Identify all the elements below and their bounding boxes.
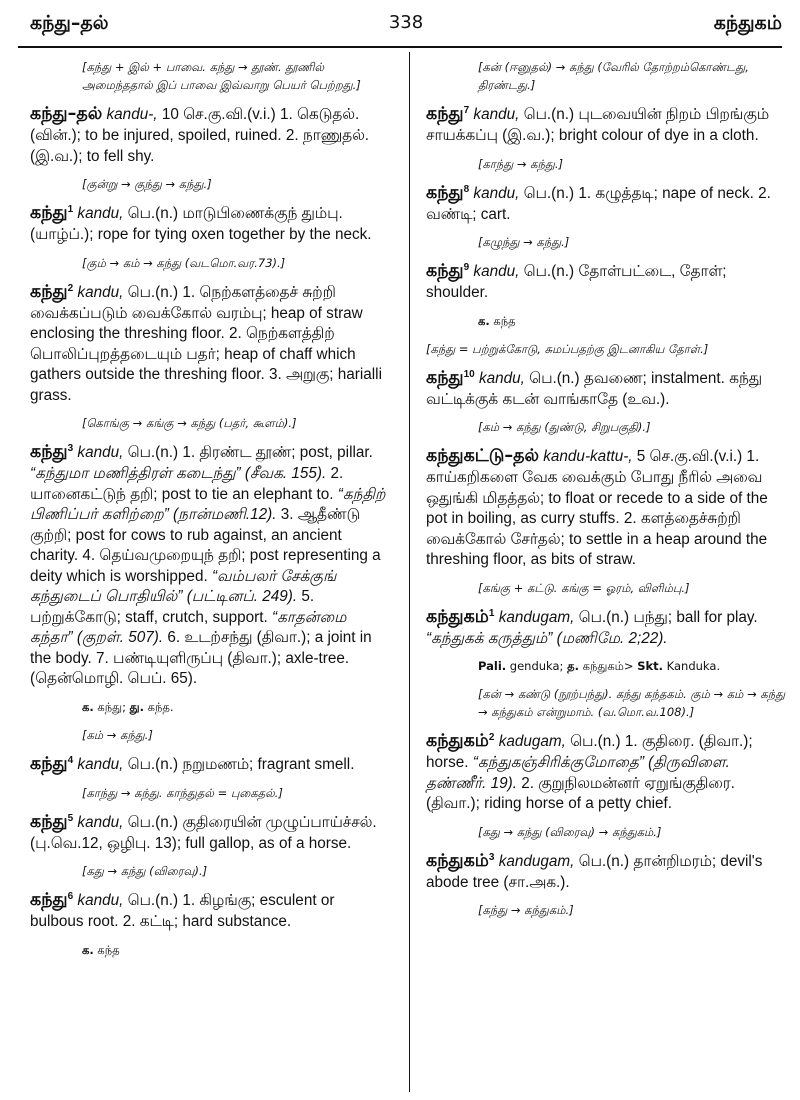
entry xyxy=(30,754,392,776)
definition: 6. உடற்சந்து (திவா.); a joint in the body. 7. பண்டியுளிருப்பு (திவா.); axle-tree. (தென்மொழி. பெப். 65). xyxy=(30,629,372,687)
homograph-number: 6 xyxy=(67,890,74,902)
entry xyxy=(30,890,392,933)
citation: “காதன்மை கந்தா” (குறள். 507). xyxy=(30,608,347,646)
homograph-number: 2 xyxy=(67,282,74,294)
cognate-word: கந்துகம்> xyxy=(582,659,634,673)
homograph-number: 9 xyxy=(463,261,470,273)
transliteration: kandugam, xyxy=(498,852,575,870)
language-abbr: Pali. xyxy=(478,659,507,673)
etymology: [கது → கந்து (விரைவு) → கந்துகம்.] xyxy=(478,824,662,839)
entry xyxy=(30,282,392,407)
entry xyxy=(426,731,788,815)
entry xyxy=(30,203,392,246)
etymology: [கம் → கந்து.] xyxy=(82,727,153,742)
homograph-number: 10 xyxy=(463,368,475,380)
transliteration: kandu, xyxy=(77,755,124,773)
definition: பெ.(n.) 1. குதிரை. (திவா.); horse. xyxy=(426,733,753,771)
definition: பெ.(n.) பந்து; ball for play. xyxy=(578,608,758,626)
headword: கந்துகம் xyxy=(426,731,489,751)
citation: “கந்துகஞ்சிரிக்குமோதை” (திருவிளை. தண்ணீர். 19). xyxy=(426,754,730,792)
etymology: [கொங்கு → கங்கு → கந்து (பதர், கூளம்).] xyxy=(82,416,297,430)
page-number: 338 xyxy=(388,12,424,33)
definition: பெ.(n.) தான்றிமரம்; devil's abode tree (சா.அக.). xyxy=(426,852,763,891)
etymology: [குன்று → குந்து → கந்து.] xyxy=(82,177,212,191)
headword: கந்து xyxy=(30,442,68,462)
definition: 10 செ.கு.வி.(v.i.) 1. கெடுதல். (வின்.); to be injured, spoiled, ruined. 2. நாணுதல். (இ.வ.); to fell shy. xyxy=(30,106,370,165)
cognates xyxy=(30,698,392,716)
transliteration: kandu, xyxy=(473,106,520,123)
language-abbr: க. xyxy=(478,313,490,328)
etymology: [கந்து → கந்துகம்.] xyxy=(478,903,574,917)
headword: கந்து xyxy=(426,104,464,124)
headword: கந்து xyxy=(30,811,68,832)
definition: 5 செ.கு.வி.(v.i.) 1. காய்கறிகளை வேக வைக்கும் போது நீரில் அவை ஒதுங்கி மிதத்தல்; to float or recede to a side of the pot in boiling, as curry stuffs. 2. களத்தைச்சுற்றி வைக்கோல் சேர்தல்; to settle in a heap around the threshing floor, as bits of straw. xyxy=(426,448,768,568)
headword: கந்துகம் xyxy=(426,850,489,871)
cognate-word: கந்த. xyxy=(147,699,174,714)
definition: 2. குறுநிலமன்னர் ஏறுங்குதிரை. (திவா.); riding horse of a petty chief. xyxy=(426,774,735,812)
header-guide-word-right: கந்துகம் xyxy=(713,12,782,34)
entry xyxy=(30,104,392,167)
cognates xyxy=(426,312,788,330)
cognates xyxy=(426,657,788,675)
cognate-word: கந்து; xyxy=(97,699,126,714)
definition: பெ.(n.) தோள்பட்டை, தோள்; shoulder. xyxy=(426,263,727,301)
homograph-number: 4 xyxy=(67,754,74,766)
definition: பெ.(n.) குதிரையின் முழுப்பாய்ச்சல். (பு.வெ.12, ஒழிபு. 13); full gallop, as of a horse. xyxy=(30,813,377,852)
language-abbr: க. xyxy=(82,699,94,714)
definition: 2. யானைகட்டுந் தறி; post to tie an elephant to. xyxy=(30,465,344,503)
transliteration: kandu, xyxy=(473,184,520,202)
homograph-number: 1 xyxy=(488,607,495,619)
headword: கந்து xyxy=(30,890,68,910)
etymology: [கங்கு + கட்டு. கங்கு = ஓரம், விளிம்பு.] xyxy=(478,580,690,595)
transliteration: kandu-, xyxy=(106,106,158,123)
transliteration: kadugam, xyxy=(498,733,566,750)
entry xyxy=(426,851,788,894)
homograph-number: 1 xyxy=(67,203,74,215)
transliteration: kandu-kattu-, xyxy=(543,448,633,465)
headword: கந்து xyxy=(426,367,464,388)
headword: கந்து xyxy=(426,261,464,281)
homograph-number: 8 xyxy=(463,183,470,195)
homograph-number: 5 xyxy=(67,812,74,824)
definition: பெ.(n.) நறுமணம்; fragrant smell. xyxy=(127,755,355,773)
transliteration: kandu, xyxy=(77,444,124,461)
headword: கந்து xyxy=(30,753,68,774)
transliteration: kandu, xyxy=(473,263,520,280)
cognate-word: genduka; xyxy=(509,659,564,673)
language-abbr: க. xyxy=(82,942,94,957)
etymology: [கன் → கண்டு (நூற்பந்து). கந்து கந்தகம். கும் → கம் → கந்து → கந்துகம் என்றுமாம். (வ.மொ.வ.108).] xyxy=(478,687,786,719)
definition: பெ.(n.) 1. நெற்களத்தைச் சுற்றி வைக்கப்படும் வைக்கோல் வரம்பு; heap of straw enclosing the threshing floor. 2. நெற்களத்திற் பொலிப்புறத்தடையும் பதர்; heap of chaff which gathers outside the threshing floor. 3. அறுகு; harialli grass. xyxy=(30,283,382,404)
cognate-word: கந்த xyxy=(97,942,120,957)
homograph-number: 3 xyxy=(488,851,495,863)
headword: கந்து xyxy=(426,182,464,203)
language-abbr: Skt. xyxy=(637,659,664,673)
etymology: [கும் → கம் → கந்து (வடமொ.வர.73).] xyxy=(82,255,286,270)
transliteration: kandu, xyxy=(77,205,124,222)
header-rule xyxy=(18,46,782,48)
definition: பெ.(n.) தவணை; instalment. கந்து வட்டிக்குக் கடன் வாங்காதே (உவ.). xyxy=(426,369,763,408)
transliteration: kandugam, xyxy=(498,608,575,626)
transliteration: kandu, xyxy=(77,813,124,831)
headword: கந்துகம் xyxy=(426,606,489,627)
definition: பெ.(n.) புடவையின் நிறம் பிறங்கும் சாயக்கப்பு (இ.வ.); bright colour of dye in a cloth. xyxy=(426,106,770,144)
entry xyxy=(30,442,392,690)
homograph-number: 7 xyxy=(463,104,470,116)
headword: கந்து–தல் xyxy=(30,104,103,124)
right-column xyxy=(426,58,788,929)
headword: கந்து xyxy=(30,203,68,223)
etymology: [கம் → கந்து (துண்டு, சிறுபகுதி).] xyxy=(478,420,651,434)
left-column xyxy=(30,58,392,969)
definition: 5. பற்றுக்கோடு; staff, crutch, support. xyxy=(30,588,315,626)
citation: “வம்பலர் சேக்குங் கந்துடைப் பொதியில்” (பட்டினப். 249). xyxy=(30,567,337,605)
citation: “கந்திற் பிணிப்பர் களிற்றை” (நான்மணி.12). xyxy=(30,485,386,523)
language-abbr: த. xyxy=(567,659,579,673)
entry xyxy=(426,446,788,571)
definition: பெ.(n.) 1. கிழங்கு; esculent or bulbous root. 2. கட்டி; hard substance. xyxy=(30,892,335,930)
column-divider xyxy=(409,52,410,1092)
definition: பெ.(n.) 1. திரண்ட தூண்; post, pillar. xyxy=(127,444,373,461)
transliteration: kandu, xyxy=(77,283,124,301)
transliteration: kandu, xyxy=(478,369,525,387)
homograph-number: 3 xyxy=(67,442,74,454)
headword: கந்து xyxy=(30,281,68,302)
transliteration: kandu, xyxy=(77,892,124,909)
citation: “கந்துமா மணித்திரள் கடைந்து” (சீவக. 155). xyxy=(30,465,327,482)
entry xyxy=(426,183,788,226)
etymology: [கந்து = பற்றுக்கோடு, சுமப்பதற்கு இடனாகிய தோள்.] xyxy=(426,341,709,356)
entry xyxy=(426,261,788,304)
cognates xyxy=(30,941,392,959)
definition: பெ.(n.) மாடுபிணைக்குந் தும்பு. (யாழ்ப்.); rope for tying oxen together by the neck. xyxy=(30,205,372,243)
etymology: [காந்து → கந்து. காந்துதல் = புகைதல்.] xyxy=(82,785,283,800)
header-guide-word-left: கந்து–தல் xyxy=(30,12,109,34)
page-header xyxy=(30,8,782,44)
entry xyxy=(426,368,788,411)
etymology: [கழுந்து → கந்து.] xyxy=(478,235,570,249)
definition: பெ.(n.) 1. கழுத்தடி; nape of neck. 2. வண்டி; cart. xyxy=(426,184,771,223)
homograph-number: 2 xyxy=(488,731,495,743)
entry xyxy=(30,812,392,855)
etymology: [கந்து + இல் + பாவை. கந்து → தூண். தூணில் அமைந்ததால் இப் பாவை இவ்வாறு பெயர் பெற்றது.] xyxy=(82,60,361,92)
entry xyxy=(426,607,788,650)
headword: கந்துகட்டு–தல் xyxy=(426,446,540,466)
cognate-word: Kanduka. xyxy=(666,659,721,673)
entry xyxy=(426,104,788,147)
etymology: [கன் (ஈனுதல்) → கந்து (வேரில் தோற்றம்கொண்டது, திரண்டது.] xyxy=(478,60,749,92)
etymology: [கது → கந்து (விரைவு).] xyxy=(82,864,208,878)
definition: 3. ஆதீண்டு குற்றி; post for cows to rub against, an ancient charity. 4. தெய்வமுறையுந் தறி; post representing a deity which is worshipped. xyxy=(30,506,381,585)
cognate-word: கந்த xyxy=(493,313,516,328)
etymology: [காந்து → கந்து.] xyxy=(478,156,563,171)
language-abbr: து. xyxy=(129,699,144,714)
citation: “கந்துகக் கருத்தும்” (மணிமே. 2;22). xyxy=(426,629,668,647)
